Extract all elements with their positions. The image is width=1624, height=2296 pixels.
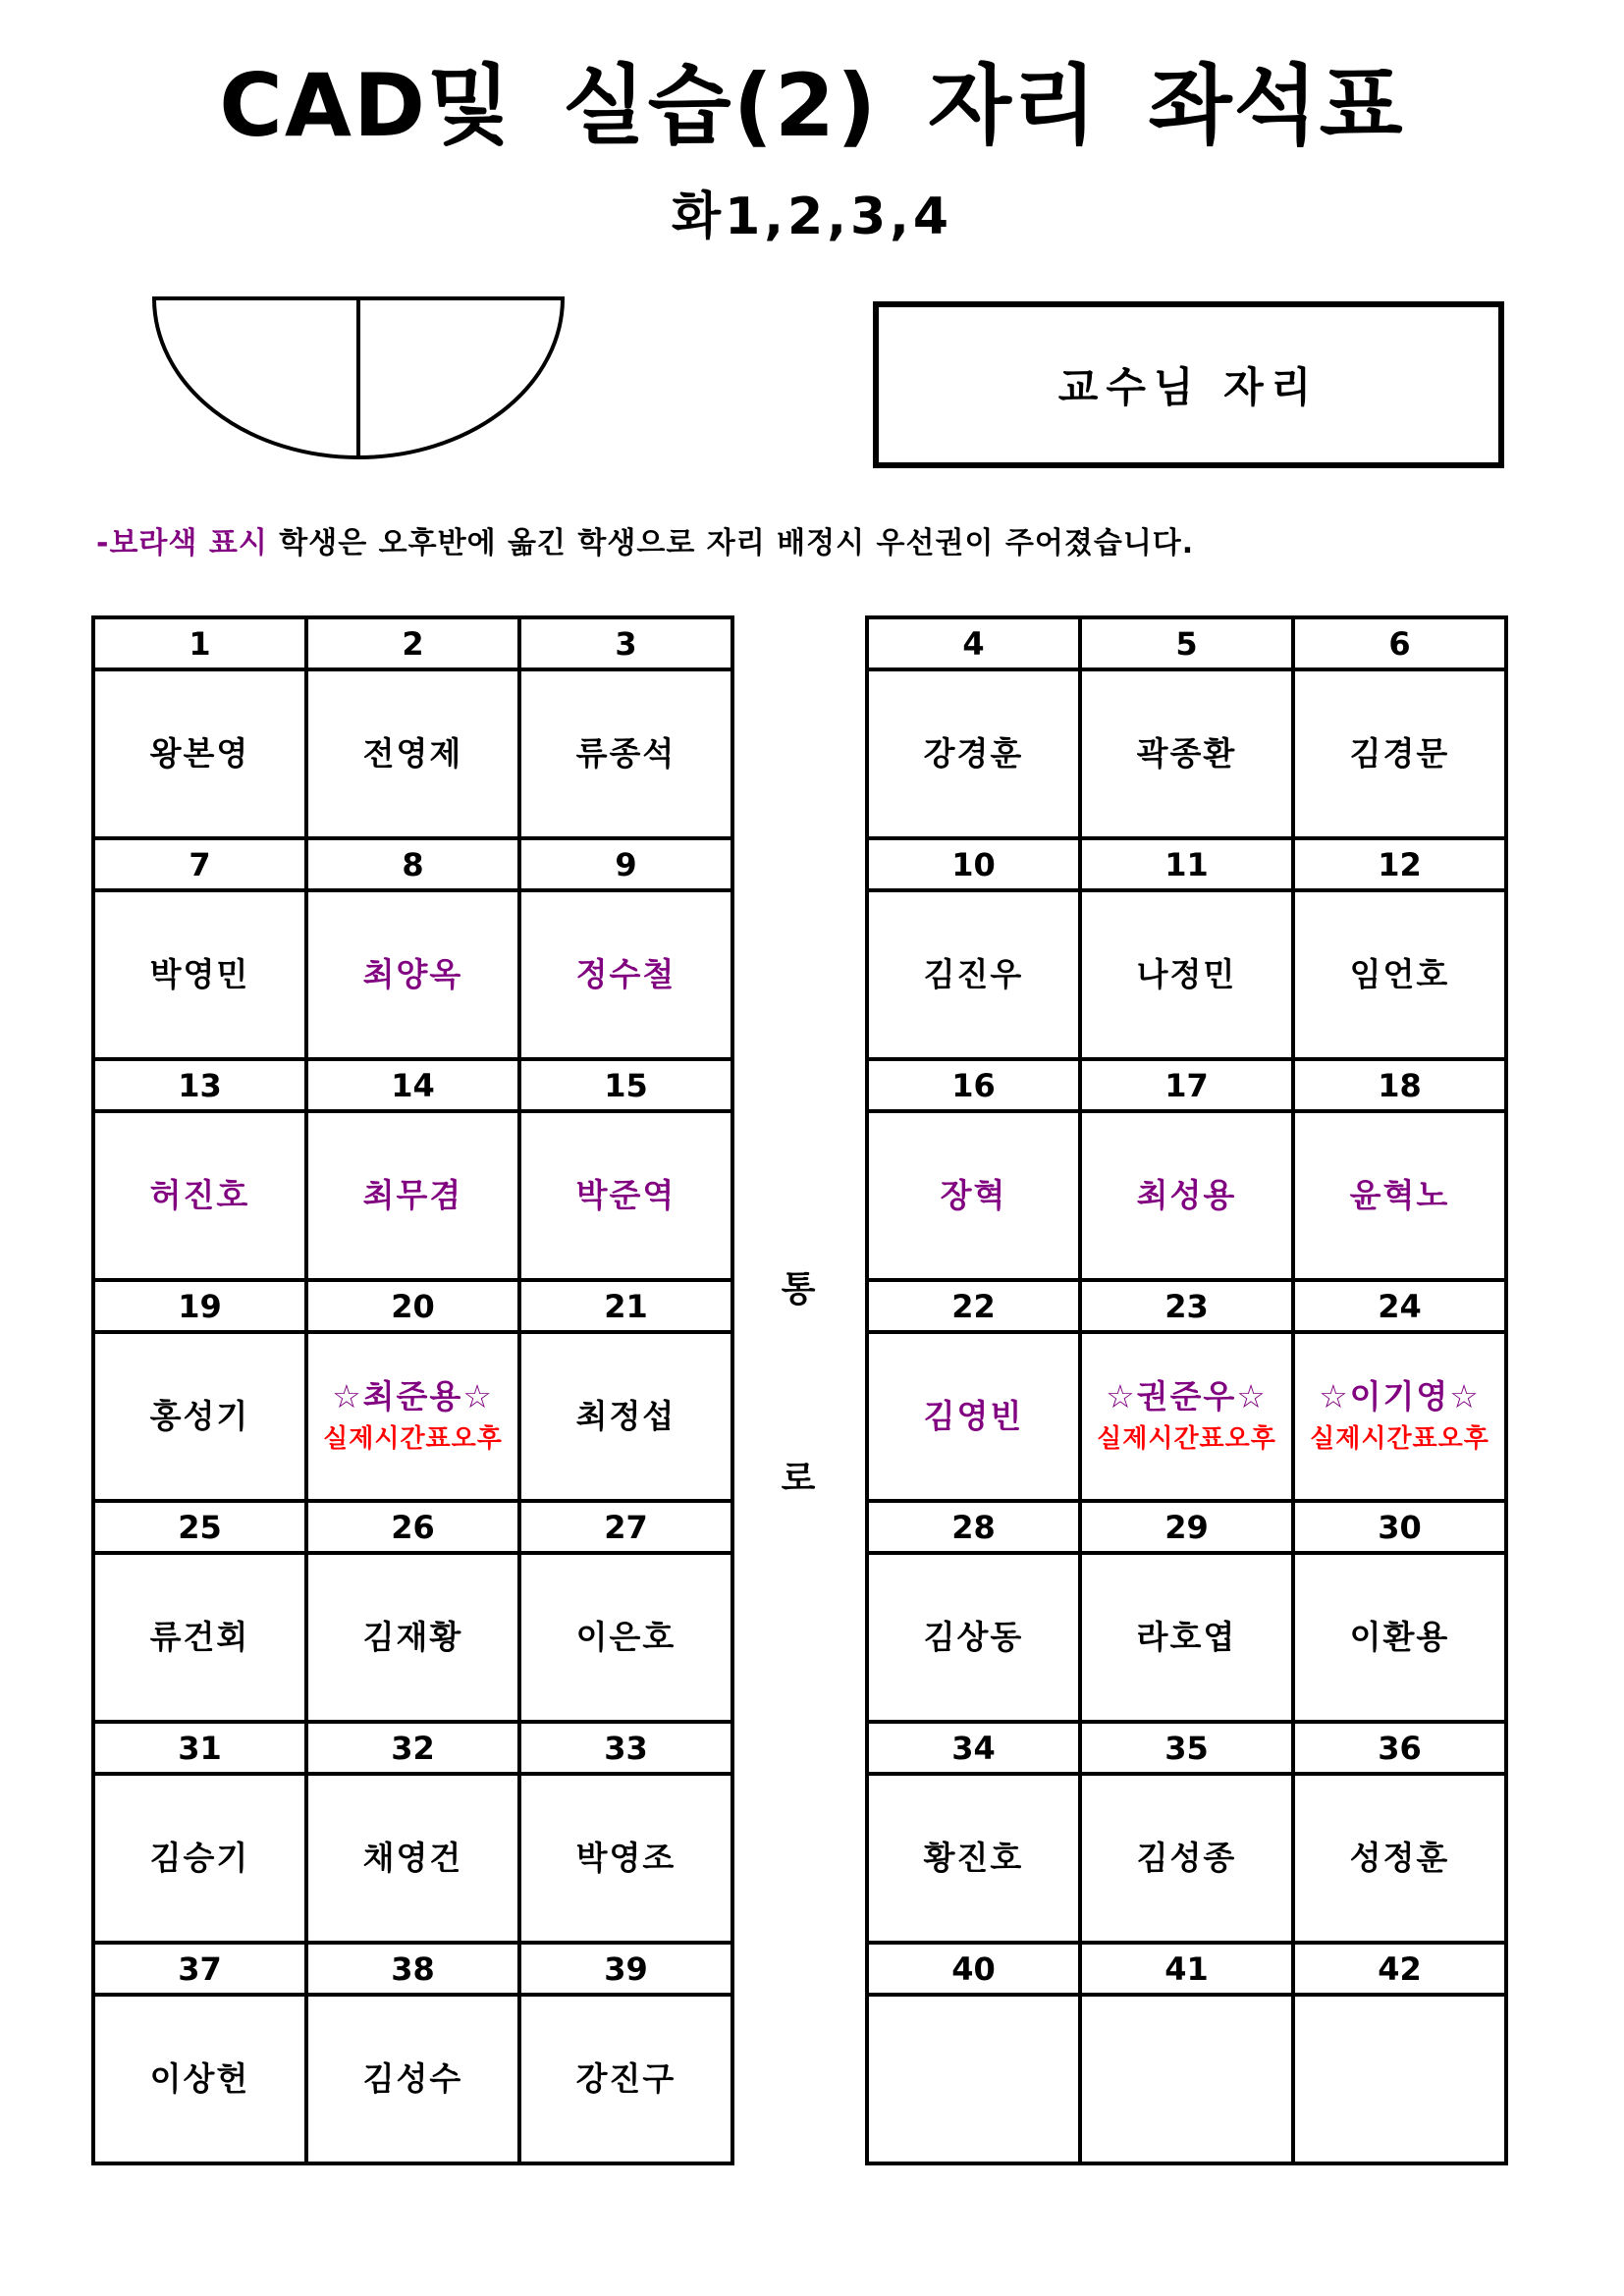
student-name: 김진우: [923, 955, 1024, 994]
seat-table-right: [865, 615, 1508, 2165]
seat-number-cell: 13: [93, 1059, 306, 1111]
seat-name-cell: [519, 669, 732, 838]
student-name: 김상동: [923, 1618, 1024, 1657]
seat-number-cell: 41: [1080, 1943, 1293, 1995]
student-name: ☆최준용☆: [332, 1376, 494, 1415]
seat-number-cell: 42: [1293, 1943, 1506, 1995]
student-name: 류건회: [149, 1618, 250, 1657]
seat-number-cell: 32: [306, 1722, 519, 1774]
seat-number-cell: 6: [1293, 617, 1506, 669]
student-name: 나정민: [1136, 955, 1237, 994]
seat-name-cell: [93, 669, 306, 838]
seat-name-cell: [867, 1332, 1080, 1501]
seat-number-cell: 14: [306, 1059, 519, 1111]
seat-name-cell: [306, 1332, 519, 1501]
podium-halfcircle-icon: [150, 294, 567, 463]
seat-number-cell: 31: [93, 1722, 306, 1774]
seat-name-cell: [1293, 1553, 1506, 1722]
student-name: 정수철: [575, 955, 677, 994]
seat-number-cell: 25: [93, 1501, 306, 1553]
student-name: 황진호: [923, 1839, 1024, 1878]
professor-seat-label: 교수님 자리: [1057, 363, 1320, 411]
student-name: 성정훈: [1349, 1839, 1450, 1878]
seat-number-cell: 36: [1293, 1722, 1506, 1774]
student-name: 김영빈: [923, 1397, 1024, 1436]
seat-name-cell: [519, 890, 732, 1059]
seat-name-cell: [1293, 890, 1506, 1059]
seat-number-cell: 24: [1293, 1280, 1506, 1332]
seat-number-cell: 18: [1293, 1059, 1506, 1111]
seat-number-cell: 8: [306, 838, 519, 890]
seat-name-cell: [519, 1553, 732, 1722]
seat-number-cell: 37: [93, 1943, 306, 1995]
student-name: 류종석: [575, 734, 677, 774]
student-name: 최성용: [1136, 1176, 1237, 1215]
student-name: 이은호: [575, 1618, 677, 1657]
student-name: 최무겸: [362, 1176, 463, 1215]
seat-name-cell: [1293, 1774, 1506, 1943]
student-name: 박영민: [149, 955, 250, 994]
page-title: CAD및 실습(2) 자리 좌석표: [219, 55, 1405, 156]
aisle-label-bottom: 로: [781, 1459, 816, 1499]
seat-number-cell: 39: [519, 1943, 732, 1995]
seat-name-cell: [1080, 1332, 1293, 1501]
seat-number-cell: 38: [306, 1943, 519, 1995]
student-name: 김성수: [362, 2059, 463, 2099]
seat-number-cell: 28: [867, 1501, 1080, 1553]
seat-name-cell: [306, 890, 519, 1059]
seat-number-cell: 29: [1080, 1501, 1293, 1553]
student-name: 채영건: [362, 1839, 463, 1878]
seat-name-cell: [519, 1111, 732, 1280]
seat-number-cell: 21: [519, 1280, 732, 1332]
seat-name-cell: [93, 1995, 306, 2163]
seat-name-cell: [867, 669, 1080, 838]
note-highlight: -보라색 표시: [96, 526, 268, 561]
seat-number-cell: 9: [519, 838, 732, 890]
seat-number-cell: 1: [93, 617, 306, 669]
seat-number-cell: 19: [93, 1280, 306, 1332]
professor-seat-box: [873, 301, 1504, 468]
seat-name-cell: [306, 1111, 519, 1280]
seat-number-cell: 27: [519, 1501, 732, 1553]
seat-number-cell: 26: [306, 1501, 519, 1553]
seat-number-cell: 2: [306, 617, 519, 669]
podium-shape: [150, 294, 567, 463]
aisle-label-top: 통: [781, 1269, 816, 1309]
seat-number-cell: 30: [1293, 1501, 1506, 1553]
seat-name-cell: [867, 1774, 1080, 1943]
seat-name-cell: [867, 1995, 1080, 2163]
seat-number-cell: 4: [867, 617, 1080, 669]
seat-number-cell: 5: [1080, 617, 1293, 669]
seat-table-left: [91, 615, 734, 2165]
student-name: 윤혁노: [1349, 1176, 1450, 1215]
student-name: 박준역: [575, 1176, 677, 1215]
seat-number-cell: 22: [867, 1280, 1080, 1332]
seat-name-cell: [306, 669, 519, 838]
priority-note: [96, 518, 1569, 561]
seat-name-cell: [519, 1995, 732, 2163]
seat-number-cell: 10: [867, 838, 1080, 890]
seat-name-cell: [93, 1332, 306, 1501]
student-name: 박영조: [575, 1839, 677, 1878]
seat-name-cell: [1080, 890, 1293, 1059]
seat-number-cell: 16: [867, 1059, 1080, 1111]
student-name: 강경훈: [923, 734, 1024, 774]
seat-name-cell: [306, 1995, 519, 2163]
seat-number-cell: 40: [867, 1943, 1080, 1995]
student-name: 이환용: [1349, 1618, 1450, 1657]
seat-name-cell: [1293, 1332, 1506, 1501]
student-name: 장혁: [940, 1176, 1007, 1215]
seat-name-cell: [306, 1553, 519, 1722]
student-name: 왕본영: [149, 734, 250, 774]
seat-name-cell: [1080, 1995, 1293, 2163]
seat-number-cell: 33: [519, 1722, 732, 1774]
student-name: 최정섭: [575, 1397, 677, 1436]
student-name: 최양옥: [362, 955, 463, 994]
student-name: 전영제: [362, 734, 463, 774]
seat-name-cell: [1080, 1111, 1293, 1280]
student-name: ☆권준우☆: [1106, 1376, 1268, 1415]
seat-name-cell: [93, 890, 306, 1059]
seat-subnote: 실제시간표오후: [1097, 1424, 1276, 1455]
student-name: 김재황: [362, 1618, 463, 1657]
seat-name-cell: [1080, 1553, 1293, 1722]
student-name: 임언호: [1349, 955, 1450, 994]
student-name: 김승기: [149, 1839, 250, 1878]
seat-number-cell: 34: [867, 1722, 1080, 1774]
seat-name-cell: [93, 1774, 306, 1943]
seat-number-cell: 17: [1080, 1059, 1293, 1111]
seat-number-cell: 12: [1293, 838, 1506, 890]
seat-name-cell: [93, 1111, 306, 1280]
page-subtitle: 화1,2,3,4: [671, 187, 953, 246]
student-name: 허진호: [149, 1176, 250, 1215]
seat-name-cell: [1293, 1111, 1506, 1280]
seat-name-cell: [1080, 1774, 1293, 1943]
seat-name-cell: [519, 1332, 732, 1501]
seat-name-cell: [1293, 1995, 1506, 2163]
student-name: ☆이기영☆: [1319, 1376, 1481, 1415]
seat-name-cell: [519, 1774, 732, 1943]
seat-name-cell: [306, 1774, 519, 1943]
seat-subnote: 실제시간표오후: [1310, 1424, 1489, 1455]
seat-name-cell: [1293, 669, 1506, 838]
student-name: 홍성기: [149, 1397, 250, 1436]
seat-subnote: 실제시간표오후: [323, 1424, 503, 1455]
note-body: 학생은 오후반에 옮긴 학생으로 자리 배정시 우선권이 주어졌습니다.: [267, 526, 1195, 561]
seat-number-cell: 20: [306, 1280, 519, 1332]
seat-name-cell: [867, 1111, 1080, 1280]
seat-number-cell: 3: [519, 617, 732, 669]
seat-name-cell: [93, 1553, 306, 1722]
seat-name-cell: [1080, 669, 1293, 838]
student-name: 곽종환: [1136, 734, 1237, 774]
seat-name-cell: [867, 890, 1080, 1059]
student-name: 김경문: [1349, 734, 1450, 774]
seat-number-cell: 23: [1080, 1280, 1293, 1332]
student-name: 라호엽: [1136, 1618, 1237, 1657]
student-name: 강진구: [575, 2059, 677, 2099]
student-name: 김성종: [1136, 1839, 1237, 1878]
seat-number-cell: 7: [93, 838, 306, 890]
student-name: 이상헌: [149, 2059, 250, 2099]
seat-number-cell: 35: [1080, 1722, 1293, 1774]
seat-number-cell: 15: [519, 1059, 732, 1111]
seat-name-cell: [867, 1553, 1080, 1722]
seat-number-cell: 11: [1080, 838, 1293, 890]
